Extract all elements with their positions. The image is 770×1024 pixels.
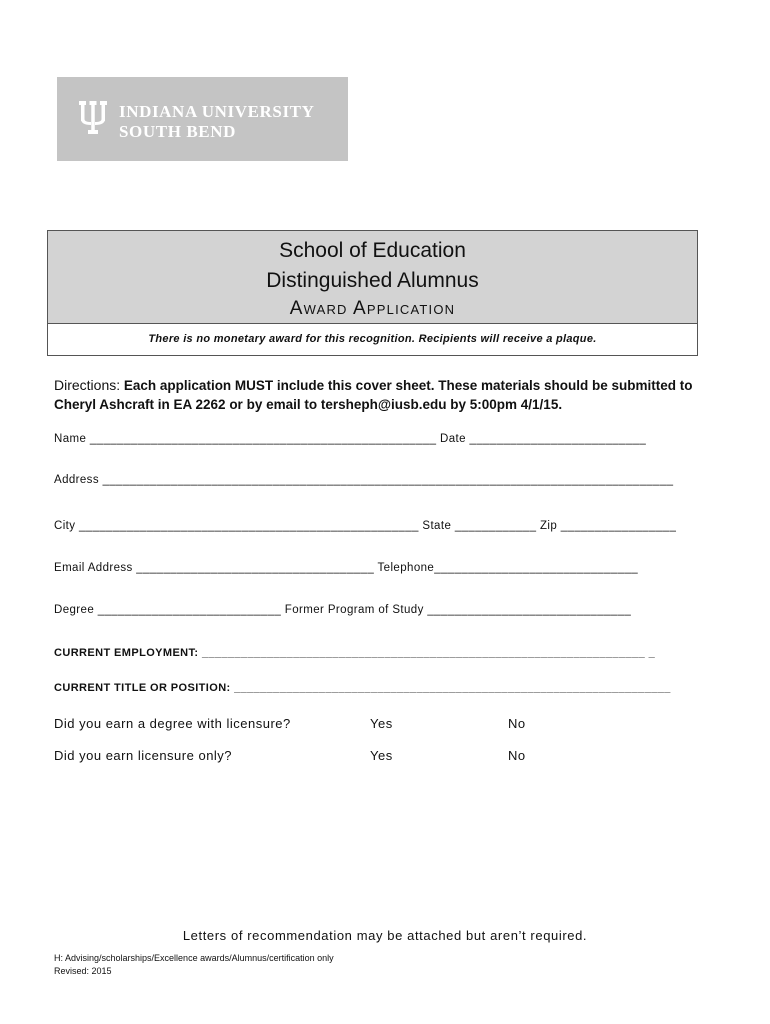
question-degree-licensure: Did you earn a degree with licensure? bbox=[54, 716, 291, 731]
directions-text: Each application MUST include this cover sheet. These materials should be submitted to Cheryl Ashcraft in EA 2262 or by email to tersheph@iusb.edu by 5:00pm 4/1/15. bbox=[54, 378, 693, 412]
name-date-field[interactable]: Name ___________________________________________________ Date __________________________ bbox=[54, 433, 647, 445]
revised-date: Revised: 2015 bbox=[54, 966, 112, 976]
yes-option-1[interactable]: Yes bbox=[370, 716, 393, 731]
application-title: Award Application bbox=[289, 298, 456, 319]
letters-note: Letters of recommendation may be attached but aren’t required. bbox=[182, 928, 588, 943]
city-state-zip-field[interactable]: City __________________________________________________ State ____________ Zip _________________ bbox=[54, 520, 677, 532]
directions-label: Directions: bbox=[54, 377, 121, 393]
title-position-field[interactable]: CURRENT TITLE OR POSITION: ___________________________________________________________________ bbox=[54, 682, 671, 694]
question-licensure-only: Did you earn licensure only? bbox=[54, 748, 233, 763]
email-telephone-field[interactable]: Email Address ___________________________________ Telephone______________________________ bbox=[54, 562, 639, 574]
directions bbox=[54, 376, 714, 414]
title-header bbox=[48, 231, 697, 324]
trident-icon bbox=[79, 101, 107, 137]
award-title: Distinguished Alumnus bbox=[266, 269, 479, 292]
employment-field[interactable]: CURRENT EMPLOYMENT: ____________________________________________________________________ _ bbox=[54, 647, 656, 659]
yes-option-2[interactable]: Yes bbox=[370, 748, 393, 763]
logo-line2: SOUTH BEND bbox=[119, 122, 236, 141]
no-option-2[interactable]: No bbox=[508, 748, 526, 763]
no-option-1[interactable]: No bbox=[508, 716, 526, 731]
file-path: H: Advising/scholarships/Excellence awards/Alumnus/certification only bbox=[54, 953, 334, 963]
degree-program-field[interactable]: Degree ___________________________ Former Program of Study ______________________________ bbox=[54, 604, 632, 616]
school-title: School of Education bbox=[279, 239, 466, 262]
iusb-logo bbox=[57, 77, 348, 161]
address-field[interactable]: Address ____________________________________________________________________________________ bbox=[54, 474, 674, 486]
title-box bbox=[47, 230, 698, 356]
logo-line1: INDIANA UNIVERSITY bbox=[119, 102, 315, 121]
award-note: There is no monetary award for this recognition. Recipients will receive a plaque. bbox=[148, 333, 597, 345]
